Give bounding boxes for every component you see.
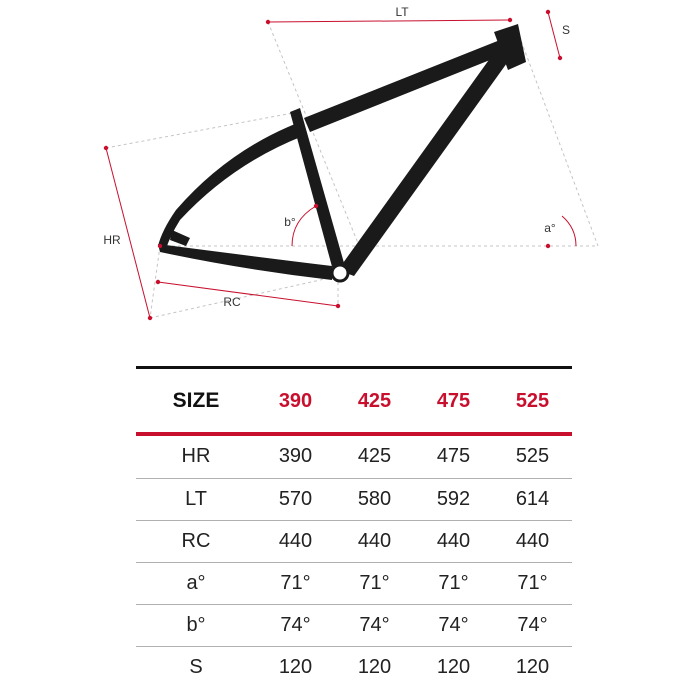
table-cell: 74° [280,613,311,636]
table-cell: 614 [515,487,550,510]
table-cell: 440 [515,529,550,552]
row-label: S [189,655,203,678]
table-cell: 71° [280,571,311,594]
table-cell: 120 [357,655,392,678]
table-cell: 71° [517,571,548,594]
table-row-lt [136,478,572,520]
geometry-table [136,366,572,688]
table-cell: 580 [357,487,392,510]
table-cell: 525 [515,445,550,468]
size-525-header: 525 [515,389,550,412]
row-label: b° [186,613,206,636]
table-cell: 74° [359,613,390,636]
table-cell: 71° [438,571,469,594]
table-cell: 425 [357,445,392,468]
table-cell: 120 [278,655,313,678]
table-cell: 120 [515,655,550,678]
size-475-header: 475 [436,389,471,412]
label-b-angle: b° [284,215,296,229]
size-425-header: 425 [357,389,392,412]
table-cell: 74° [438,613,469,636]
table-cell: 120 [436,655,471,678]
table-row-hr [136,436,572,478]
table-cell: 74° [517,613,548,636]
table-cell: 390 [278,445,313,468]
label-s: S [561,23,571,37]
label-rc: RC [223,295,241,309]
table-cell: 440 [436,529,471,552]
label-a-angle: a° [544,221,556,235]
label-lt: LT [395,5,409,19]
size-390-header: 390 [278,389,313,412]
table-row-rc [136,520,572,562]
table-row-s [136,646,572,688]
row-label: RC [181,529,211,552]
row-label: LT [185,487,207,510]
table-row-b-angle [136,604,572,646]
frame-geometry-diagram [0,0,700,340]
row-label: HR [181,445,211,468]
size-header: SIZE [172,389,220,412]
table-cell: 71° [359,571,390,594]
label-hr: HR [103,233,121,247]
table-cell: 570 [278,487,313,510]
table-cell: 592 [436,487,471,510]
table-header-row [136,366,572,436]
table-cell: 475 [436,445,471,468]
table-cell: 440 [278,529,313,552]
table-row-a-angle [136,562,572,604]
bike-frame [158,24,526,281]
table-cell: 440 [357,529,392,552]
row-label: a° [186,571,206,594]
